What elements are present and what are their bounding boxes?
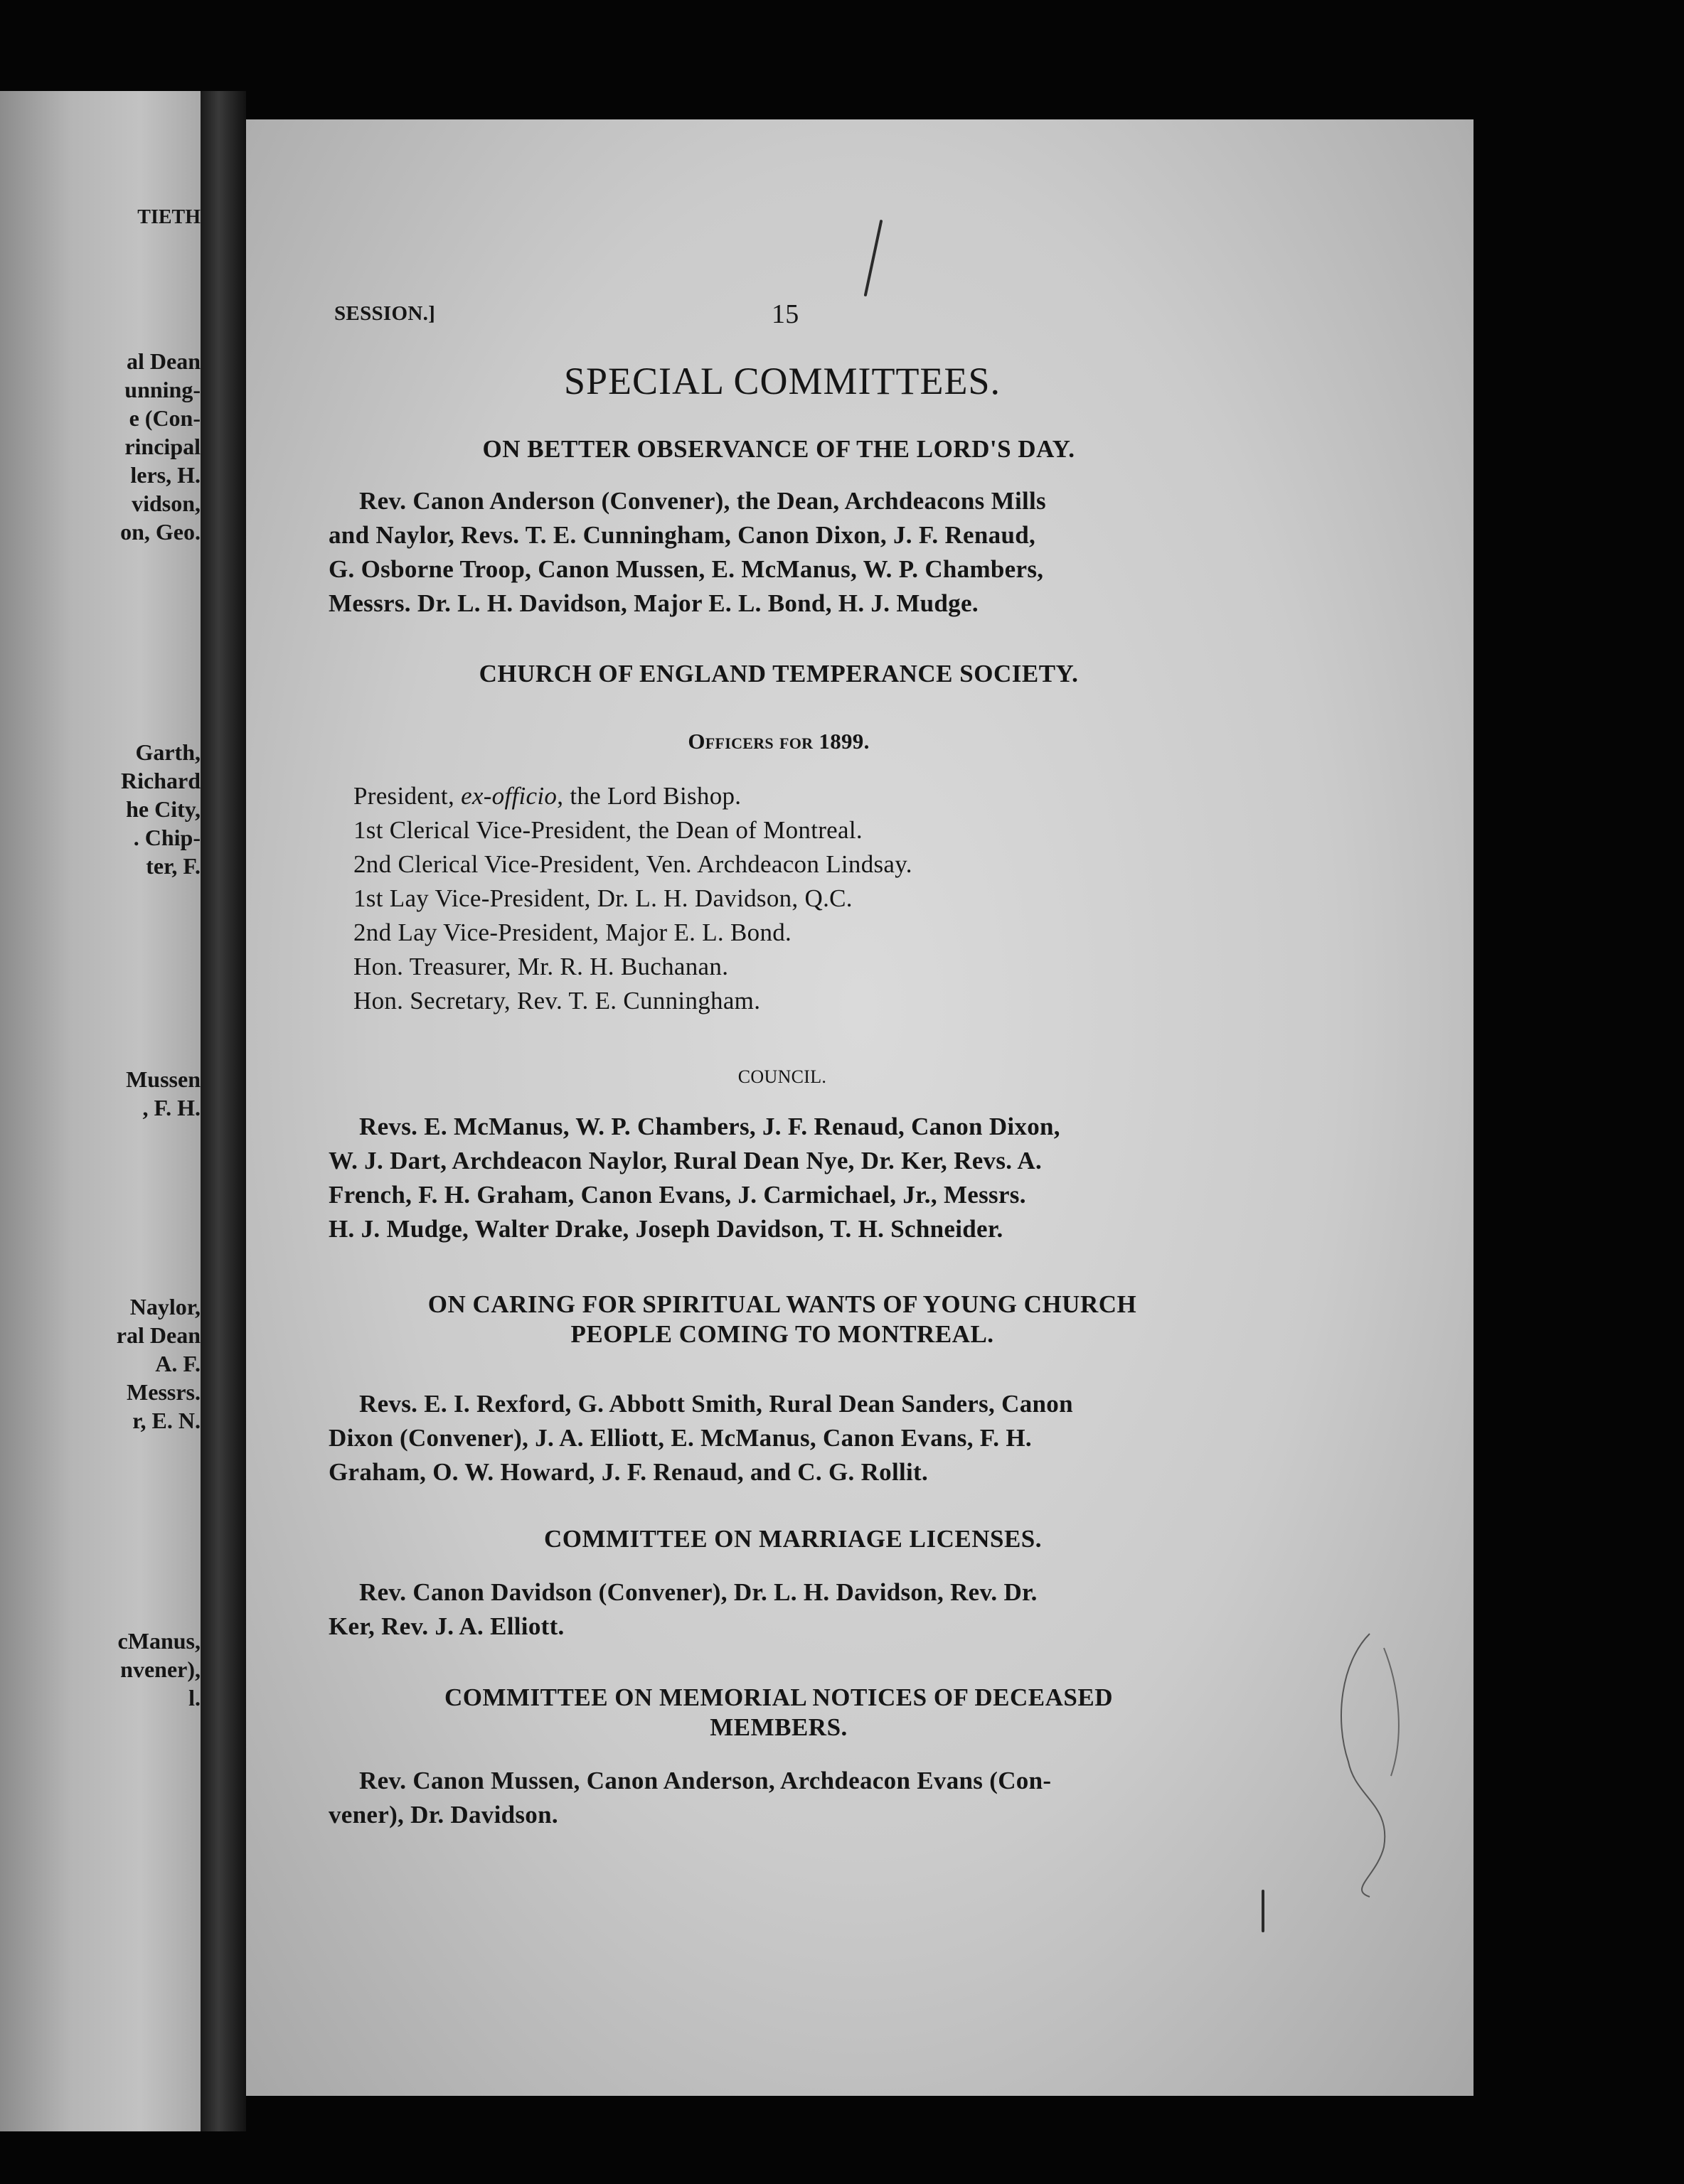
- officer-text: 1st Lay Vice-President, Dr. L. H. Davidson, Q.C.: [353, 884, 853, 912]
- officer-line: [353, 816, 863, 845]
- left-page-fragment: unning-: [124, 377, 201, 402]
- pencil-scribble: [1327, 1620, 1412, 1904]
- left-page-fragment: ral Dean: [116, 1322, 201, 1348]
- body-line: H. J. Mudge, Walter Drake, Joseph Davidson, T. H. Schneider.: [329, 1215, 1003, 1243]
- officer-line: [353, 953, 728, 981]
- officer-text: Hon. Treasurer, Mr. R. H. Buchanan.: [353, 953, 729, 980]
- body-line: French, F. H. Graham, Canon Evans, J. Carmichael, Jr., Messrs.: [329, 1181, 1026, 1209]
- body-line: Ker, Rev. J. A. Elliott.: [329, 1612, 565, 1640]
- body-line: Revs. E. I. Rexford, G. Abbott Smith, Rural Dean Sanders, Canon: [359, 1390, 1073, 1418]
- officer-text: 2nd Lay Vice-President, Major E. L. Bond.: [353, 919, 792, 946]
- section-heading: PEOPLE COMING TO MONTREAL.: [570, 1320, 994, 1348]
- officer-text: 2nd Clerical Vice-President, Ven. Archdeacon Lindsay.: [353, 850, 912, 878]
- officer-text: , the Lord Bishop.: [557, 782, 742, 810]
- left-page-edge: [0, 91, 201, 2131]
- officer-line: [353, 850, 912, 879]
- officer-text: 1st Clerical Vice-President, the Dean of Montreal.: [353, 816, 863, 844]
- left-page-fragment: Richard: [121, 768, 201, 793]
- left-page-fragment: A. F.: [155, 1351, 201, 1376]
- pencil-mark: [864, 220, 883, 296]
- left-page-fragment: , F. H.: [142, 1095, 201, 1120]
- body-line: Rev. Canon Davidson (Convener), Dr. L. H. Davidson, Rev. Dr.: [359, 1578, 1038, 1606]
- council-heading: COUNCIL.: [737, 1066, 827, 1087]
- left-page-fragment: he City,: [126, 796, 201, 822]
- section-heading: CHURCH OF ENGLAND TEMPERANCE SOCIETY.: [479, 660, 1079, 687]
- left-page-fragment: Messrs.: [127, 1379, 201, 1405]
- officer-italic-text: ex-officio: [461, 782, 558, 810]
- main-page: [246, 119, 1474, 2096]
- left-page-fragment: l.: [188, 1685, 201, 1711]
- body-line: vener), Dr. Davidson.: [329, 1801, 558, 1829]
- page-title: SPECIAL COMMITTEES.: [563, 360, 1001, 402]
- body-line: G. Osborne Troop, Canon Mussen, E. McManus, W. P. Chambers,: [329, 555, 1044, 583]
- body-line: Revs. E. McManus, W. P. Chambers, J. F. Renaud, Canon Dixon,: [359, 1113, 1060, 1140]
- left-page-fragment: on, Geo.: [120, 519, 201, 545]
- section-heading: MEMBERS.: [710, 1713, 848, 1741]
- running-head: SESSION.]: [334, 302, 436, 325]
- left-page-fragment: e (Con-: [129, 405, 201, 431]
- left-page-fragment: . Chip-: [133, 825, 201, 850]
- left-page-fragment: Mussen: [126, 1066, 201, 1092]
- officer-text: President,: [353, 782, 462, 810]
- left-page-fragment: rincipal: [124, 434, 201, 459]
- officer-text: Hon. Secretary, Rev. T. E. Cunningham.: [353, 987, 761, 1015]
- body-line: Messrs. Dr. L. H. Davidson, Major E. L. Bond, H. J. Mudge.: [329, 589, 979, 617]
- body-line: Dixon (Convener), J. A. Elliott, E. McManus, Canon Evans, F. H.: [329, 1424, 1032, 1452]
- officer-line: [353, 884, 853, 913]
- officers-heading: Officers for 1899.: [688, 729, 870, 754]
- left-page-fragment: TIETH: [137, 206, 201, 228]
- body-line: Graham, O. W. Howard, J. F. Renaud, and C. G. Rollit.: [329, 1458, 929, 1486]
- officer-line: [353, 782, 741, 810]
- section-heading: ON CARING FOR SPIRITUAL WANTS OF YOUNG CHURCH: [427, 1290, 1137, 1318]
- section-heading: COMMITTEE ON MARRIAGE LICENSES.: [543, 1525, 1043, 1553]
- section-heading: ON BETTER OBSERVANCE OF THE LORD'S DAY.: [482, 435, 1075, 463]
- pencil-mark: [1262, 1890, 1264, 1932]
- body-line: W. J. Dart, Archdeacon Naylor, Rural Dean Nye, Dr. Ker, Revs. A.: [329, 1147, 1043, 1174]
- section-heading: COMMITTEE ON MEMORIAL NOTICES OF DECEASED: [444, 1684, 1114, 1711]
- left-page-fragment: Naylor,: [129, 1294, 201, 1320]
- officer-line: [353, 987, 760, 1015]
- left-page-fragment: Garth,: [135, 739, 201, 765]
- left-page-fragment: al Dean: [127, 348, 201, 374]
- body-line: and Naylor, Revs. T. E. Cunningham, Canon Dixon, J. F. Renaud,: [329, 521, 1036, 549]
- body-line: Rev. Canon Mussen, Canon Anderson, Archdeacon Evans (Con-: [359, 1767, 1052, 1794]
- left-page-fragment: vidson,: [132, 491, 201, 516]
- left-page-fragment: r, E. N.: [132, 1408, 201, 1433]
- left-page-fragment: ter, F.: [146, 853, 201, 879]
- page-gutter: [201, 91, 246, 2131]
- left-page-fragment: cManus,: [117, 1628, 201, 1654]
- officer-line: [353, 919, 792, 947]
- body-line: Rev. Canon Anderson (Convener), the Dean, Archdeacons Mills: [359, 487, 1046, 515]
- left-page-fragment: nvener),: [120, 1656, 201, 1682]
- left-page-fragment: lers, H.: [130, 462, 201, 488]
- page-number: 15: [772, 299, 799, 329]
